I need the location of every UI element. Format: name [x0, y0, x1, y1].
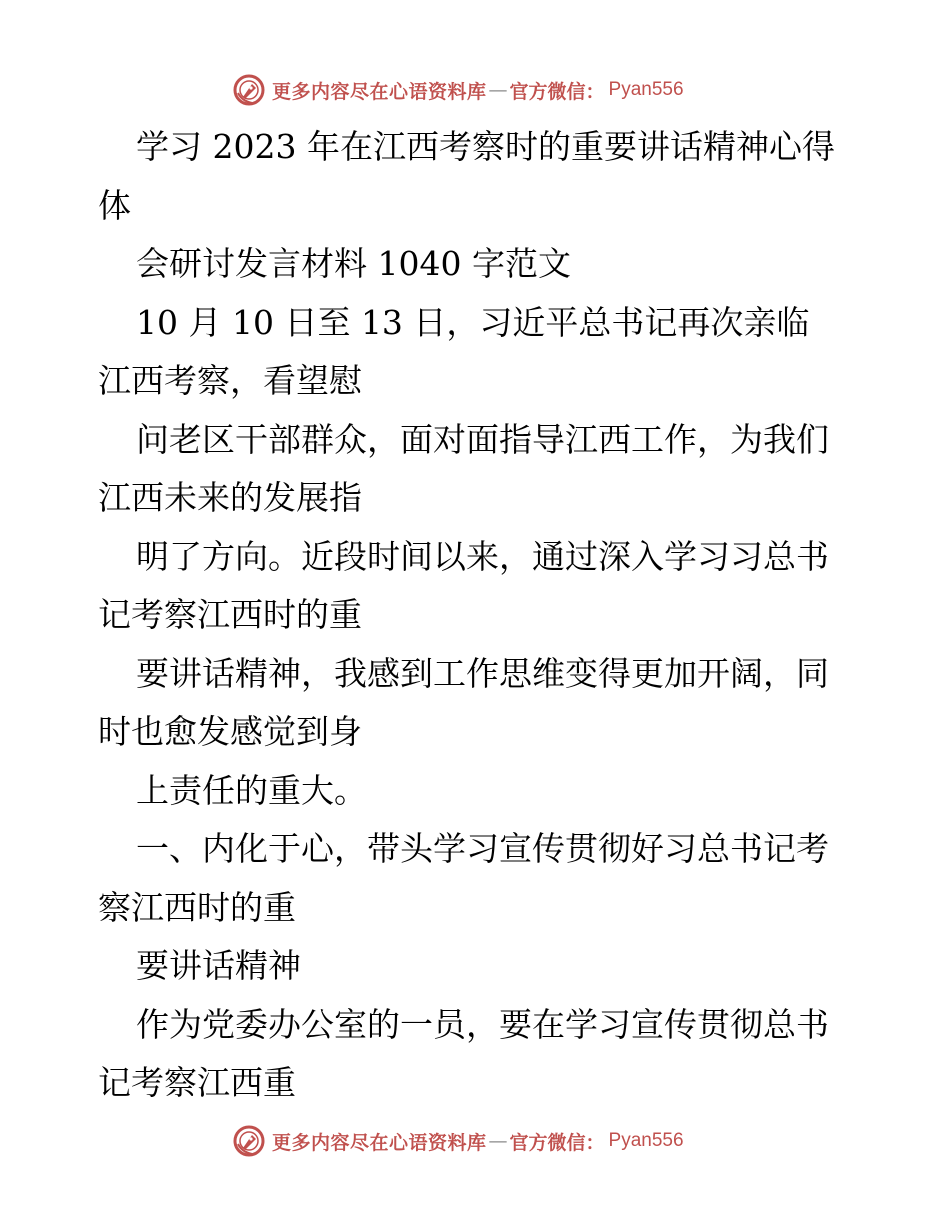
- pen-nib-circle-icon: [232, 73, 266, 107]
- text-line: 10 月 10 日至 13 日，习近平总书记再次亲临: [136, 302, 810, 342]
- section-heading-line: 要讲话精神: [136, 946, 301, 985]
- text-line: 作为党委办公室的一员，要在学习宣传贯彻总书: [136, 1004, 829, 1044]
- section-heading-line: 一、内化于心，带头学习宣传贯彻好习总书记考: [136, 829, 829, 868]
- watermark-wechat-label: 官方微信：: [509, 80, 605, 103]
- watermark-main-text: 更多内容尽在心语资料库: [272, 80, 487, 103]
- watermark-wechat-label: 官方微信：: [509, 1131, 605, 1154]
- text-line: 会研讨发言材料 1040 字范文: [136, 244, 571, 283]
- text-line: 上责任的重大。: [136, 770, 367, 810]
- pen-nib-circle-icon: [232, 1124, 266, 1158]
- text-line: 要讲话精神，我感到工作思维变得更加开阔，同: [136, 653, 829, 693]
- watermark-wechat-id: Pyan556: [608, 79, 684, 100]
- watermark-banner-bottom: [232, 1121, 684, 1161]
- section-heading-line: 察江西时的重: [98, 887, 296, 927]
- watermark-dash: —: [488, 79, 508, 101]
- text-line: 明了方向。近段时间以来，通过深入学习习总书: [136, 536, 829, 576]
- text-line: 江西未来的发展指: [98, 478, 362, 517]
- text-line: 记考察江西重: [98, 1063, 296, 1102]
- watermark-wechat-id: Pyan556: [608, 1130, 684, 1151]
- watermark-banner-top: [232, 70, 684, 110]
- text-line: 时也愈发感觉到身: [98, 712, 362, 751]
- text-line: 体: [98, 185, 131, 225]
- watermark-dash: —: [488, 1130, 508, 1152]
- document-body: [0, 118, 950, 1113]
- text-line: 学习 2023 年在江西考察时的重要讲话精神心得: [136, 127, 835, 166]
- text-line: 问老区干部群众，面对面指导江西工作，为我们: [136, 419, 829, 459]
- text-line: 记考察江西时的重: [98, 595, 362, 634]
- text-line: 江西考察，看望慰: [98, 361, 362, 400]
- watermark-main-text: 更多内容尽在心语资料库: [272, 1131, 487, 1154]
